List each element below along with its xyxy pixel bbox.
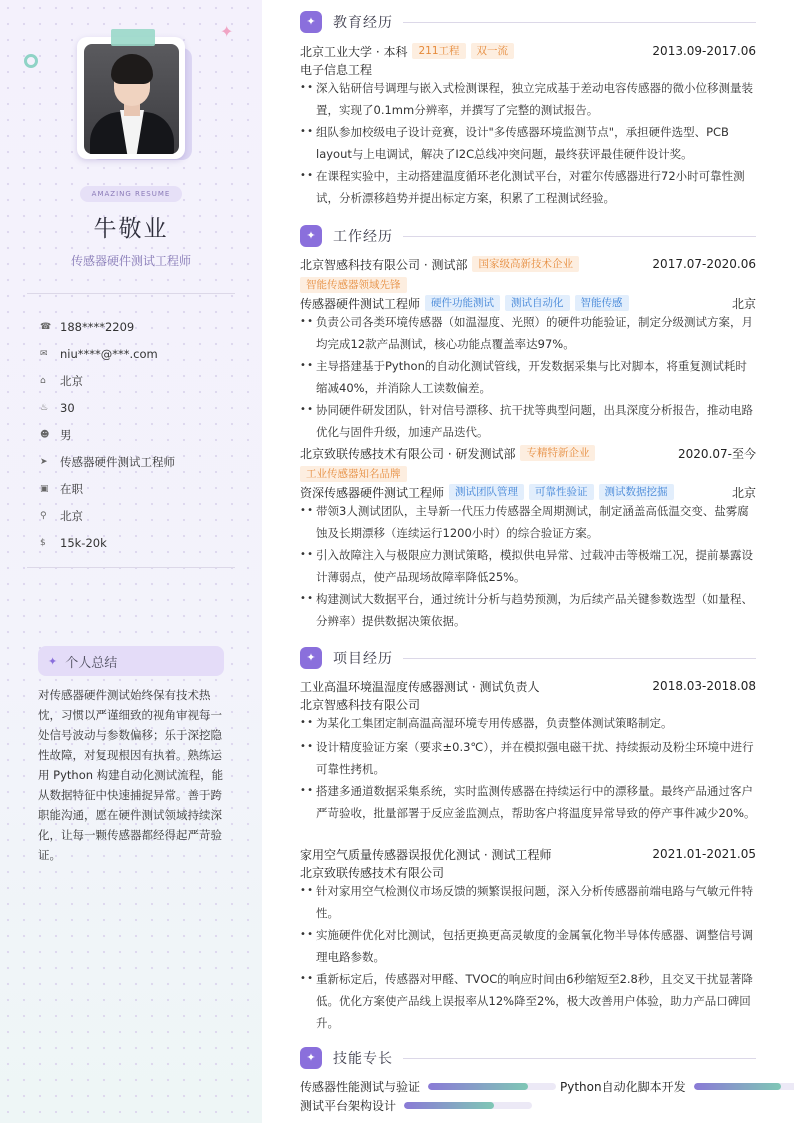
company-tag: 智能传感器领域先锋	[300, 277, 407, 293]
salary-icon: $	[40, 537, 46, 548]
project-date: 2021.01-2021.05	[652, 847, 756, 861]
skill-tag: 硬件功能测试	[425, 295, 500, 311]
job-city: 北京	[731, 296, 756, 311]
section-projects: ✦ 项目经历	[300, 646, 756, 670]
sparkle-icon: ✦	[300, 225, 322, 247]
briefcase-icon: ▣	[40, 483, 49, 494]
job-bullet: • • 引入故障注入与极限应力测试策略，模拟供电异常、过载冲击等极端工况，提前暴露设计薄弱点，使产品现场故障率降低25%。	[300, 544, 756, 588]
project-bullet: • • 实施硬件优化对比测试，包括更换更高灵敏度的金属氧化物半导体传感器、调整信号调理电路参数。	[300, 924, 756, 968]
job-header: 北京致联传感技术有限公司 · 研发测试部 专精特新企业 2020.07-至今	[300, 446, 756, 461]
tape-decoration	[111, 29, 155, 46]
gender-icon: ☻	[40, 429, 50, 440]
sparkle-icon: ✦	[300, 1047, 322, 1069]
job-tag-row	[300, 465, 756, 483]
project-bullet: • • 搭建多通道数据采集系统，实时监测传感器在持续运行中的漂移量。最终产品通过客户严苛验收，批量部署于反应釜监测点，帮助客户将温度异常导致的停产事件减少20%。	[300, 780, 756, 824]
company-tag: 国家级高新技术企业	[472, 256, 579, 272]
project-company: 北京致联传感技术有限公司	[300, 865, 445, 880]
skill-bar	[404, 1102, 532, 1109]
job-bullet: • • 协同硬件研发团队，针对信号漂移、抗干扰等典型问题，出具深度分析报告，推动电路优化与固件升级，加速产品迭代。	[300, 399, 756, 443]
skill-tag: 测试数据挖掘	[599, 484, 674, 500]
candidate-name: 牛敬业	[93, 216, 169, 242]
job-position-row: 资深传感器硬件测试工程师 测试团队管理 可靠性验证 测试数据挖掘 北京	[300, 485, 756, 500]
project-bullet: • • 设计精度验证方案（要求±0.3℃），并在模拟强电磁干扰、持续振动及粉尘环境中进行可靠性拷机。	[300, 736, 756, 780]
job-city: 北京	[731, 485, 756, 500]
home-icon: ⌂	[40, 375, 46, 386]
info-phone: ☎ 188****2209	[40, 319, 135, 334]
skill-item: Python自动化脚本开发	[560, 1077, 794, 1095]
skill-bar	[694, 1083, 794, 1090]
education-bullet: • • 深入钻研信号调理与嵌入式检测课程，独立完成基于差动电容传感器的微小位移测量装置，实现了0.1mm分辨率，并撰写了完整的测试报告。	[300, 77, 756, 121]
info-target-role: ➤ 传感器硬件测试工程师	[40, 454, 175, 469]
project-header: 家用空气质量传感器误报优化测试 · 测试工程师 2021.01-2021.05	[300, 847, 756, 862]
job-date: 2020.07-至今	[678, 446, 756, 461]
project-company: 北京智感科技有限公司	[300, 697, 421, 712]
sparkle-icon: ✦	[220, 22, 234, 41]
sparkle-icon: ✦	[300, 11, 322, 33]
project-bullet: • • 针对家用空气检测仪市场反馈的频繁误报问题，深入分析传感器前端电路与气敏元件特性。	[300, 880, 756, 924]
candidate-role: 传感器硬件测试工程师	[70, 254, 191, 268]
skill-bar	[428, 1083, 556, 1090]
job-header: 北京智感科技有限公司 · 测试部 国家级高新技术企业 2017.07-2020.06	[300, 257, 756, 272]
ring-decoration-icon	[24, 54, 38, 68]
education-bullet: • • 在课程实验中，主动搭建温度循环老化测试平台，对霍尔传感器进行72小时可靠性测试，分析漂移趋势并提出标定方案，积累了工程测试经验。	[300, 165, 756, 209]
education-date: 2013.09-2017.06	[652, 44, 756, 58]
job-bullet: • • 带领3人测试团队，主导新一代压力传感器全周期测试，制定涵盖高低温交变、盐雾腐蚀及长期漂移（连续运行1200小时）的综合验证方案。	[300, 500, 756, 544]
sidebar-divider	[27, 293, 235, 294]
sparkle-icon: ✦	[300, 647, 322, 669]
education-tag: 211工程	[412, 43, 465, 59]
section-education: ✦ 教育经历	[300, 10, 756, 34]
job-bullet: • • 负责公司各类环境传感器（如温湿度、光照）的硬件功能验证，制定分级测试方案，月均完成12款产品测试，核心功能点覆盖率达97%。	[300, 311, 756, 355]
info-salary: $ 15k-20k	[40, 535, 107, 550]
education-major: 电子信息工程	[300, 62, 373, 77]
skill-item: 测试平台架构设计	[300, 1096, 532, 1114]
location-icon: ⚲	[40, 510, 47, 521]
contact-info	[40, 313, 240, 556]
skill-tag: 可靠性验证	[529, 484, 594, 500]
summary-text: 对传感器硬件测试始终保有技术热忱，习惯以严谨细致的视角审视每一处信号波动与参数偏移；乐于深挖隐性故障，对复现根因有执着。熟练运用 Python 构建自动化测试流程，能从数据特征中快速捕捉异常。善于跨职能沟通，愿在硬件测试领域持续深化，让每一颗传感器都经得起严苛验证。	[38, 688, 224, 862]
skill-item: 传感器性能测试与验证	[300, 1077, 556, 1095]
sidebar-divider	[27, 567, 235, 568]
project-bullet: • • 为某化工集团定制高温高湿环境专用传感器，负责整体测试策略制定。	[300, 712, 756, 734]
info-status: ▣ 在职	[40, 481, 83, 496]
education-bullet: • • 组队参加校级电子设计竞赛，设计"多传感器环境监测节点"，承担硬件选型、PCB layout与上电调试，解决了I2C总线冲突问题，最终获评最佳硬件设计奖。	[300, 121, 756, 165]
education-header: 北京工业大学 · 本科 211工程 双一流 2013.09-2017.06	[300, 44, 756, 59]
education-tag: 双一流	[471, 43, 515, 59]
company-tag: 工业传感器知名品牌	[300, 466, 407, 482]
job-bullet: • • 构建测试大数据平台，通过统计分析与趋势预测，为后续产品关键参数选型（如量程、分辨率）提供数据决策依据。	[300, 588, 756, 632]
info-email: ✉ niu****@***.com	[40, 346, 158, 361]
job-tag-row	[300, 276, 756, 294]
avatar	[84, 44, 179, 154]
phone-icon: ☎	[40, 321, 52, 332]
job-bullet: • • 主导搭建基于Python的自动化测试管线，开发数据采集与比对脚本，将重复测试耗时缩减40%，并消除人工读数偏差。	[300, 355, 756, 399]
job-position-row: 传感器硬件测试工程师 硬件功能测试 测试自动化 智能传感 北京	[300, 296, 756, 311]
summary-heading: ✦ 个人总结	[38, 646, 224, 676]
skill-tag: 测试团队管理	[449, 484, 524, 500]
mail-icon: ✉	[40, 348, 48, 359]
skill-tag: 测试自动化	[505, 295, 570, 311]
company-tag: 专精特新企业	[520, 445, 595, 461]
project-header: 工业高温环境温湿度传感器测试 · 测试负责人 2018.03-2018.08	[300, 679, 756, 694]
section-skills: ✦ 技能专长	[300, 1046, 756, 1070]
info-home: ⌂ 北京	[40, 373, 83, 388]
info-gender: ☻ 男	[40, 427, 72, 442]
info-location: ⚲ 北京	[40, 508, 83, 523]
skill-tag: 智能传感	[575, 295, 629, 311]
sidebar	[0, 0, 262, 1123]
project-bullet: • • 重新标定后，传感器对甲醛、TVOC的响应时间由6秒缩短至2.8秒，且交叉干扰显著降低。优化方案使产品线上误报率从12%降至2%，极大改善用户体验，助力产品口碑回升。	[300, 968, 756, 1034]
project-date: 2018.03-2018.08	[652, 679, 756, 693]
cake-icon: ♨	[40, 402, 49, 413]
job-date: 2017.07-2020.06	[652, 257, 756, 271]
info-age: ♨ 30	[40, 400, 75, 415]
resume-badge: AMAZING RESUME	[80, 186, 182, 202]
section-work: ✦ 工作经历	[300, 224, 756, 248]
send-icon: ➤	[40, 456, 48, 467]
sparkle-icon: ✦	[48, 654, 58, 668]
